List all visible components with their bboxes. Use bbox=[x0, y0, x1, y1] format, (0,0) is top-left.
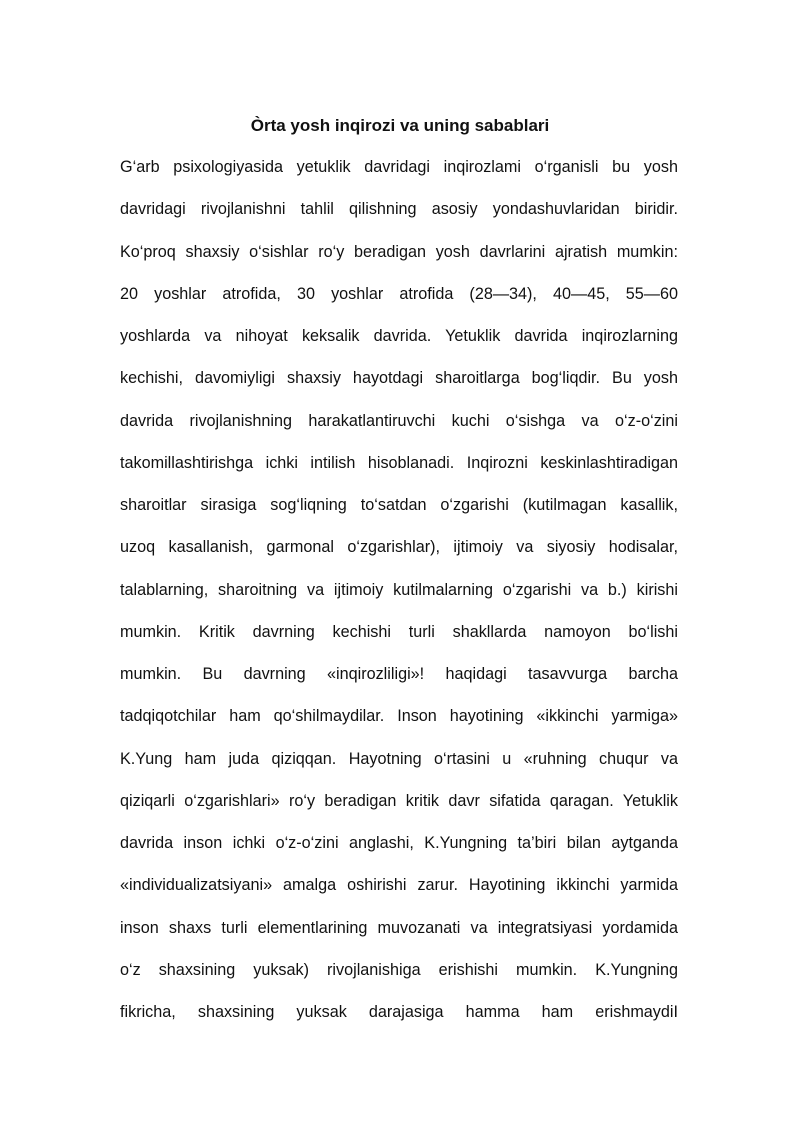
text-line: uzoq kasallanish, garmonal o‘zgarishlar), ijtimoiy va siyosiy hodisalar, bbox=[120, 538, 678, 557]
text-line: yoshlarda va nihoyat keksalik davrida. Yetuklik davrida inqirozlarning bbox=[120, 327, 678, 345]
text-line: «individualizatsiyani» amalga oshirishi zarur. Hayotining ikkinchi yarmida bbox=[120, 876, 678, 895]
text-line: davridagi rivojlanishni tahlil qilishning asosiy yondashuvlaridan biridir. bbox=[120, 200, 678, 219]
text-line: o‘z shaxsining yuksak) rivojlanishiga erishishi mumkin. K.Yungning bbox=[120, 960, 678, 979]
document-body bbox=[120, 155, 678, 1042]
text-line: K.Yung ham juda qiziqqan. Hayotning o‘rtasini u «ruhning chuqur va bbox=[120, 749, 678, 768]
text-line: davrida inson ichki o‘z-o‘zini anglashi, K.Yungning ta’biri bilan aytganda bbox=[120, 834, 678, 852]
text-line: tadqiqotchilar ham qo‘shilmaydilar. Inson hayotining «ikkinchi yarmiga» bbox=[120, 707, 678, 726]
text-line: fikricha, shaxsining yuksak darajasiga hamma ham erishmaydiI bbox=[120, 1003, 678, 1021]
text-line: talablarning, sharoitning va ijtimoiy kutilmalarning o‘zgarishi va b.) kirishi bbox=[120, 580, 678, 599]
text-line: kechishi, davomiyligi shaxsiy hayotdagi sharoitlarga bog‘liqdir. Bu yosh bbox=[120, 369, 678, 388]
text-line: Ko‘proq shaxsiy o‘sishlar ro‘y beradigan yosh davrlarini ajratish mumkin: bbox=[120, 242, 678, 261]
text-line: davrida rivojlanishning harakatlantiruvchi kuchi o‘sishga va o‘z-o‘zini bbox=[120, 411, 678, 430]
text-line: sharoitlar sirasiga sog‘liqning to‘satdan o‘zgarishi (kutilmagan kasallik, bbox=[120, 496, 678, 514]
text-line: inson shaxs turli elementlarining muvozanati va integratsiyasi yordamida bbox=[120, 918, 678, 937]
text-line: mumkin. Kritik davrning kechishi turli shakllarda namoyon bo‘lishi bbox=[120, 622, 678, 641]
text-line: takomillashtirishga ichki intilish hisoblanadi. Inqirozni keskinlashtiradigan bbox=[120, 453, 678, 472]
text-line: 20 yoshlar atrofida, 30 yoshlar atrofida (28—34), 40—45, 55—60 bbox=[120, 284, 678, 303]
document-title: Òrta yosh inqirozi va uning sabablari bbox=[250, 116, 550, 135]
text-line: mumkin. Bu davrning «inqirozliligi»! haqidagi tasavvurga barcha bbox=[120, 665, 678, 683]
text-line: G‘arb psixologiyasida yetuklik davridagi inqirozlami o‘rganisli bu yosh bbox=[120, 158, 678, 176]
text-line: qiziqarli o‘zgarishlari» ro‘y beradigan kritik davr sifatida qaragan. Yetuklik bbox=[120, 791, 678, 810]
